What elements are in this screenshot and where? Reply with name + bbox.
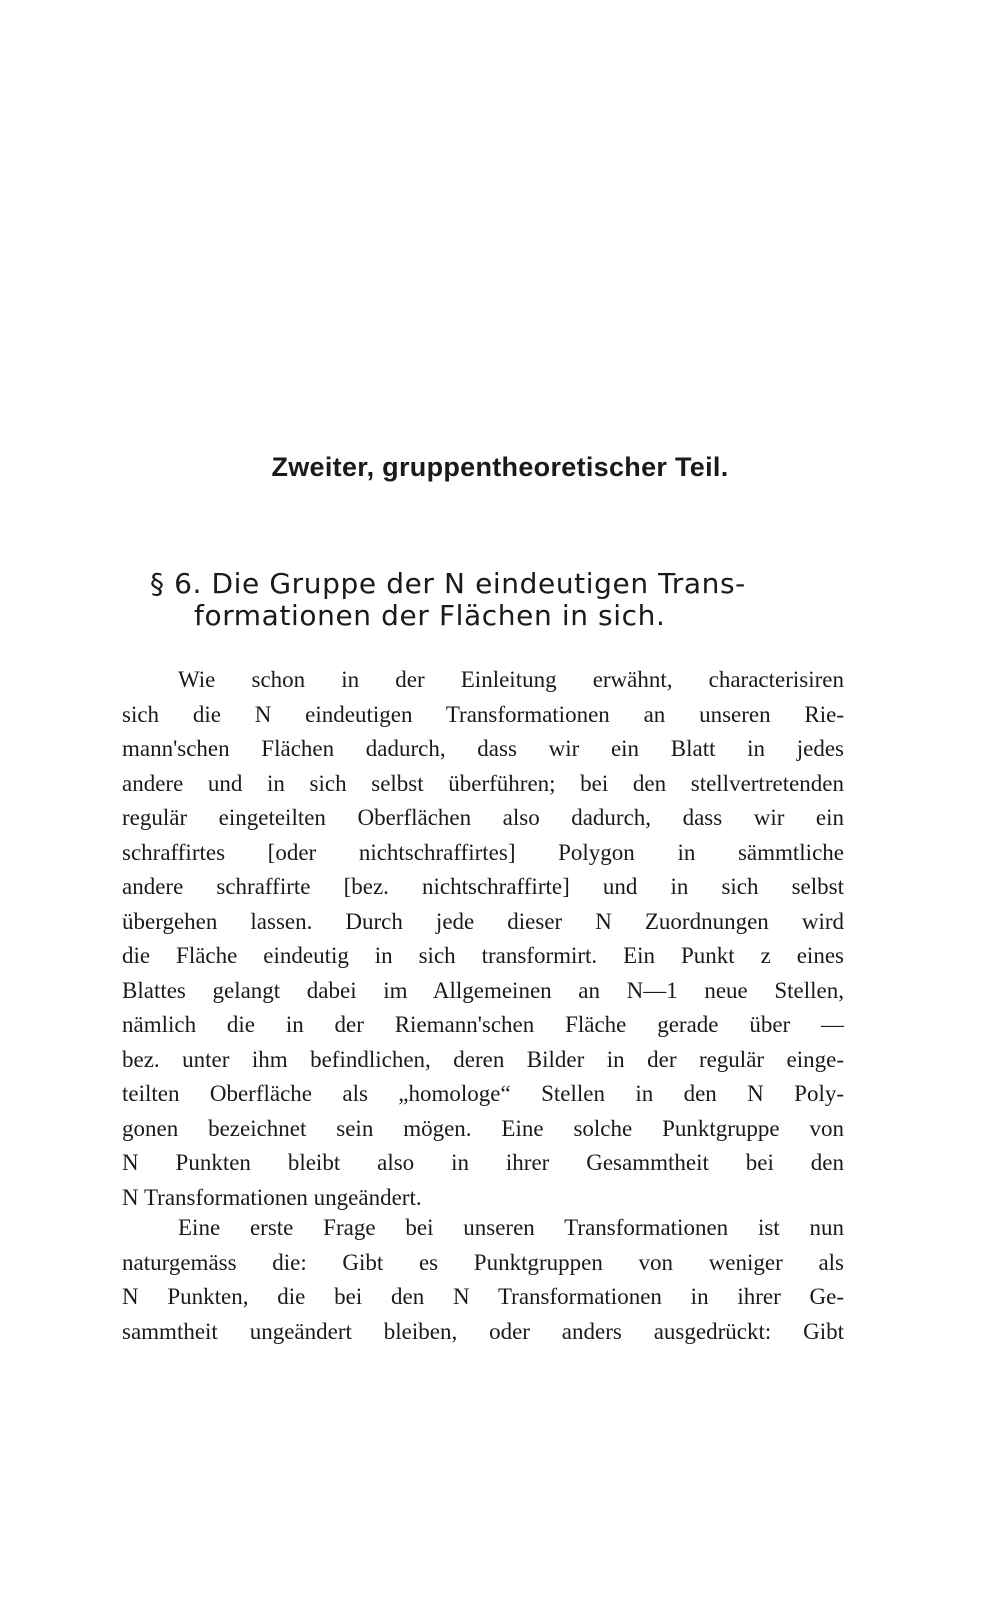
text-line: N Transformationen ungeändert. bbox=[122, 1184, 422, 1210]
text-line: nämlich die in der Riemann'schen Fläche gerade über — bbox=[122, 1012, 844, 1037]
paragraph-2 bbox=[122, 1211, 844, 1349]
text-line: andere schraffirte [bez. nichtschraffirte] und in sich selbst bbox=[122, 874, 844, 899]
text-line: N Punkten bleibt also in ihrer Gesammtheit bei den bbox=[122, 1150, 844, 1175]
text-line: mann'schen Flächen dadurch, dass wir ein Blatt in jedes bbox=[122, 736, 844, 761]
text-line: Blattes gelangt dabei im Allgemeinen an N—1 neue Stellen, bbox=[122, 977, 844, 1003]
text-line: übergehen lassen. Durch jede dieser N Zuordnungen wird bbox=[122, 908, 844, 934]
text-line: Wie schon in der Einleitung erwähnt, characterisiren bbox=[178, 667, 844, 692]
section-heading bbox=[150, 568, 870, 632]
section-heading-line-1: § 6. Die Gruppe der N eindeutigen Trans- bbox=[150, 567, 746, 600]
paragraph-1 bbox=[122, 663, 844, 1215]
text-line: andere und in sich selbst überführen; bei den stellvertretenden bbox=[122, 770, 844, 796]
text-line: sich die N eindeutigen Transformationen an unseren Rie- bbox=[122, 701, 844, 727]
text-line: teilten Oberfläche als „homologe“ Stellen in den N Poly- bbox=[122, 1081, 844, 1106]
text-line: regulär eingeteilten Oberflächen also dadurch, dass wir ein bbox=[122, 805, 844, 830]
part-title: Zweiter, gruppentheoretischer Teil. bbox=[271, 452, 729, 482]
text-line: sammtheit ungeändert bleiben, oder anders ausgedrückt: Gibt bbox=[122, 1318, 844, 1344]
section-heading-line-2: formationen der Flächen in sich. bbox=[194, 599, 666, 632]
text-line: schraffirtes [oder nichtschraffirtes] Polygon in sämmtliche bbox=[122, 839, 844, 865]
text-line: naturgemäss die: Gibt es Punktgruppen von weniger als bbox=[122, 1249, 844, 1275]
text-line: die Fläche eindeutig in sich transformirt. Ein Punkt z eines bbox=[122, 943, 844, 968]
text-line: Eine erste Frage bei unseren Transformationen ist nun bbox=[178, 1215, 844, 1240]
text-line: bez. unter ihm befindlichen, deren Bilder in der regulär einge- bbox=[122, 1046, 844, 1072]
text-line: N Punkten, die bei den N Transformationen in ihrer Ge- bbox=[122, 1284, 844, 1309]
text-line: gonen bezeichnet sein mögen. Eine solche Punktgruppe von bbox=[122, 1115, 844, 1141]
